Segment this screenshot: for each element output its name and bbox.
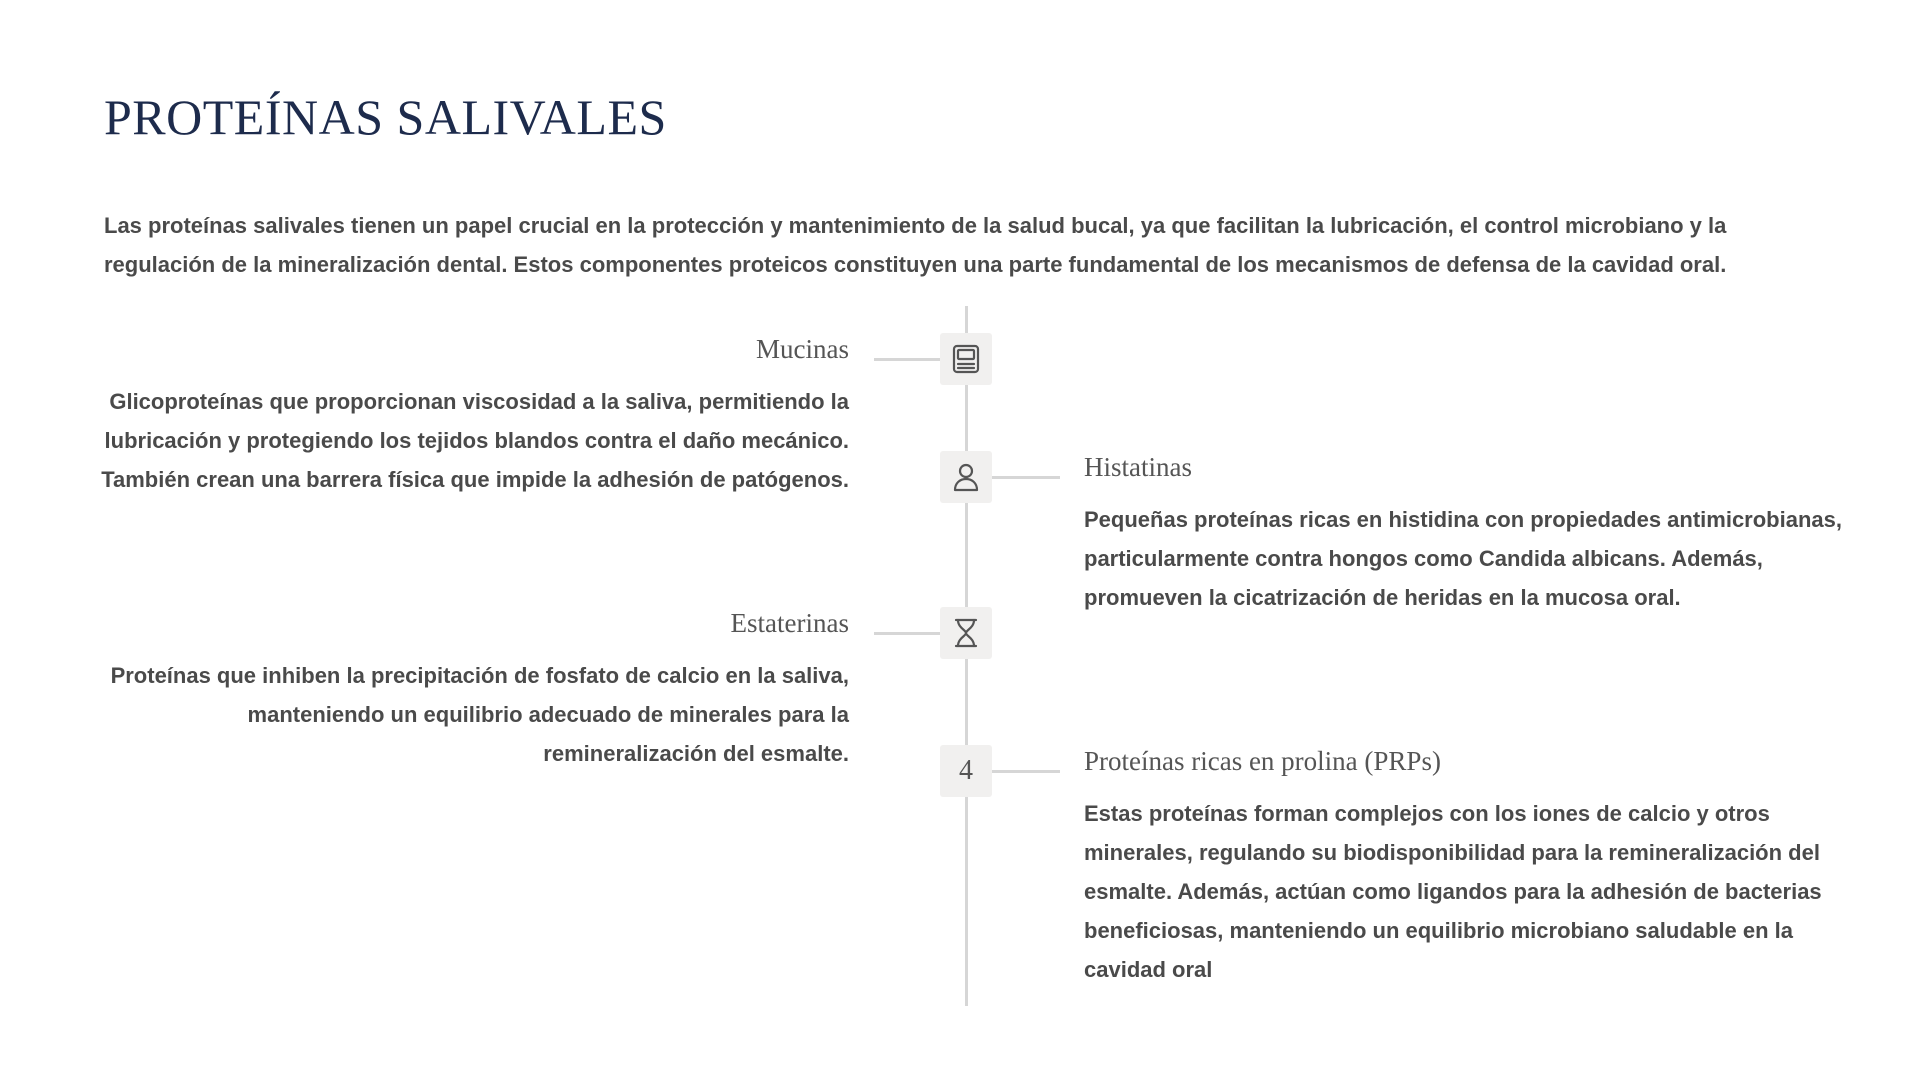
connector-histatinas xyxy=(992,476,1060,479)
item-desc-histatinas: Pequeñas proteínas ricas en histidina con propiedades antimicrobianas, particularmente contra hongos como Candida albicans. Además, promueven la cicatrización de heridas en la mucosa oral. xyxy=(1084,507,1842,610)
timeline-node-estaterinas xyxy=(940,607,992,659)
item-desc-estaterinas: Proteínas que inhiben la precipitación de fosfato de calcio en la saliva, manteniendo un equilibrio adecuado de minerales para la remineralización del esmalte. xyxy=(110,663,849,766)
number-badge: 4 xyxy=(959,755,973,786)
person-icon xyxy=(949,460,983,494)
item-desc-prps: Estas proteínas forman complejos con los iones de calcio y otros minerales, regulando su biodisponibilidad para la remineralización del esmalte. Además, actúan como ligandos para la adhesión de bacterias beneficiosas, manteniendo un equilibrio microbiano saludable en la cavidad oral xyxy=(1084,801,1822,982)
page-title: PROTEÍNAS SALIVALES xyxy=(104,89,667,145)
connector-prps xyxy=(992,770,1060,773)
item-title-prps: Proteínas ricas en prolina (PRPs) xyxy=(1084,746,1441,776)
item-title-mucinas: Mucinas xyxy=(756,334,849,364)
connector-estaterinas xyxy=(874,632,940,635)
timeline-node-mucinas xyxy=(940,333,992,385)
device-icon xyxy=(949,342,983,376)
item-title-estaterinas: Estaterinas xyxy=(730,608,849,638)
timeline-node-prps xyxy=(940,745,992,797)
item-desc-mucinas: Glicoproteínas que proporcionan viscosidad a la saliva, permitiendo la lubricación y protegiendo los tejidos blandos contra el daño mecánico. También crean una barrera física que impide la adhesión de patógenos. xyxy=(101,389,849,492)
timeline-node-histatinas xyxy=(940,451,992,503)
item-title-histatinas: Histatinas xyxy=(1084,452,1192,482)
intro-paragraph: Las proteínas salivales tienen un papel crucial en la protección y mantenimiento de la salud bucal, ya que facilitan la lubricación, el control microbiano y la regulación de la mineralización dental. Estos componentes proteicos constituyen una parte fundamental de los mecanismos de defensa de la cavidad oral. xyxy=(104,213,1727,277)
hourglass-icon xyxy=(949,616,983,650)
connector-mucinas xyxy=(874,358,940,361)
